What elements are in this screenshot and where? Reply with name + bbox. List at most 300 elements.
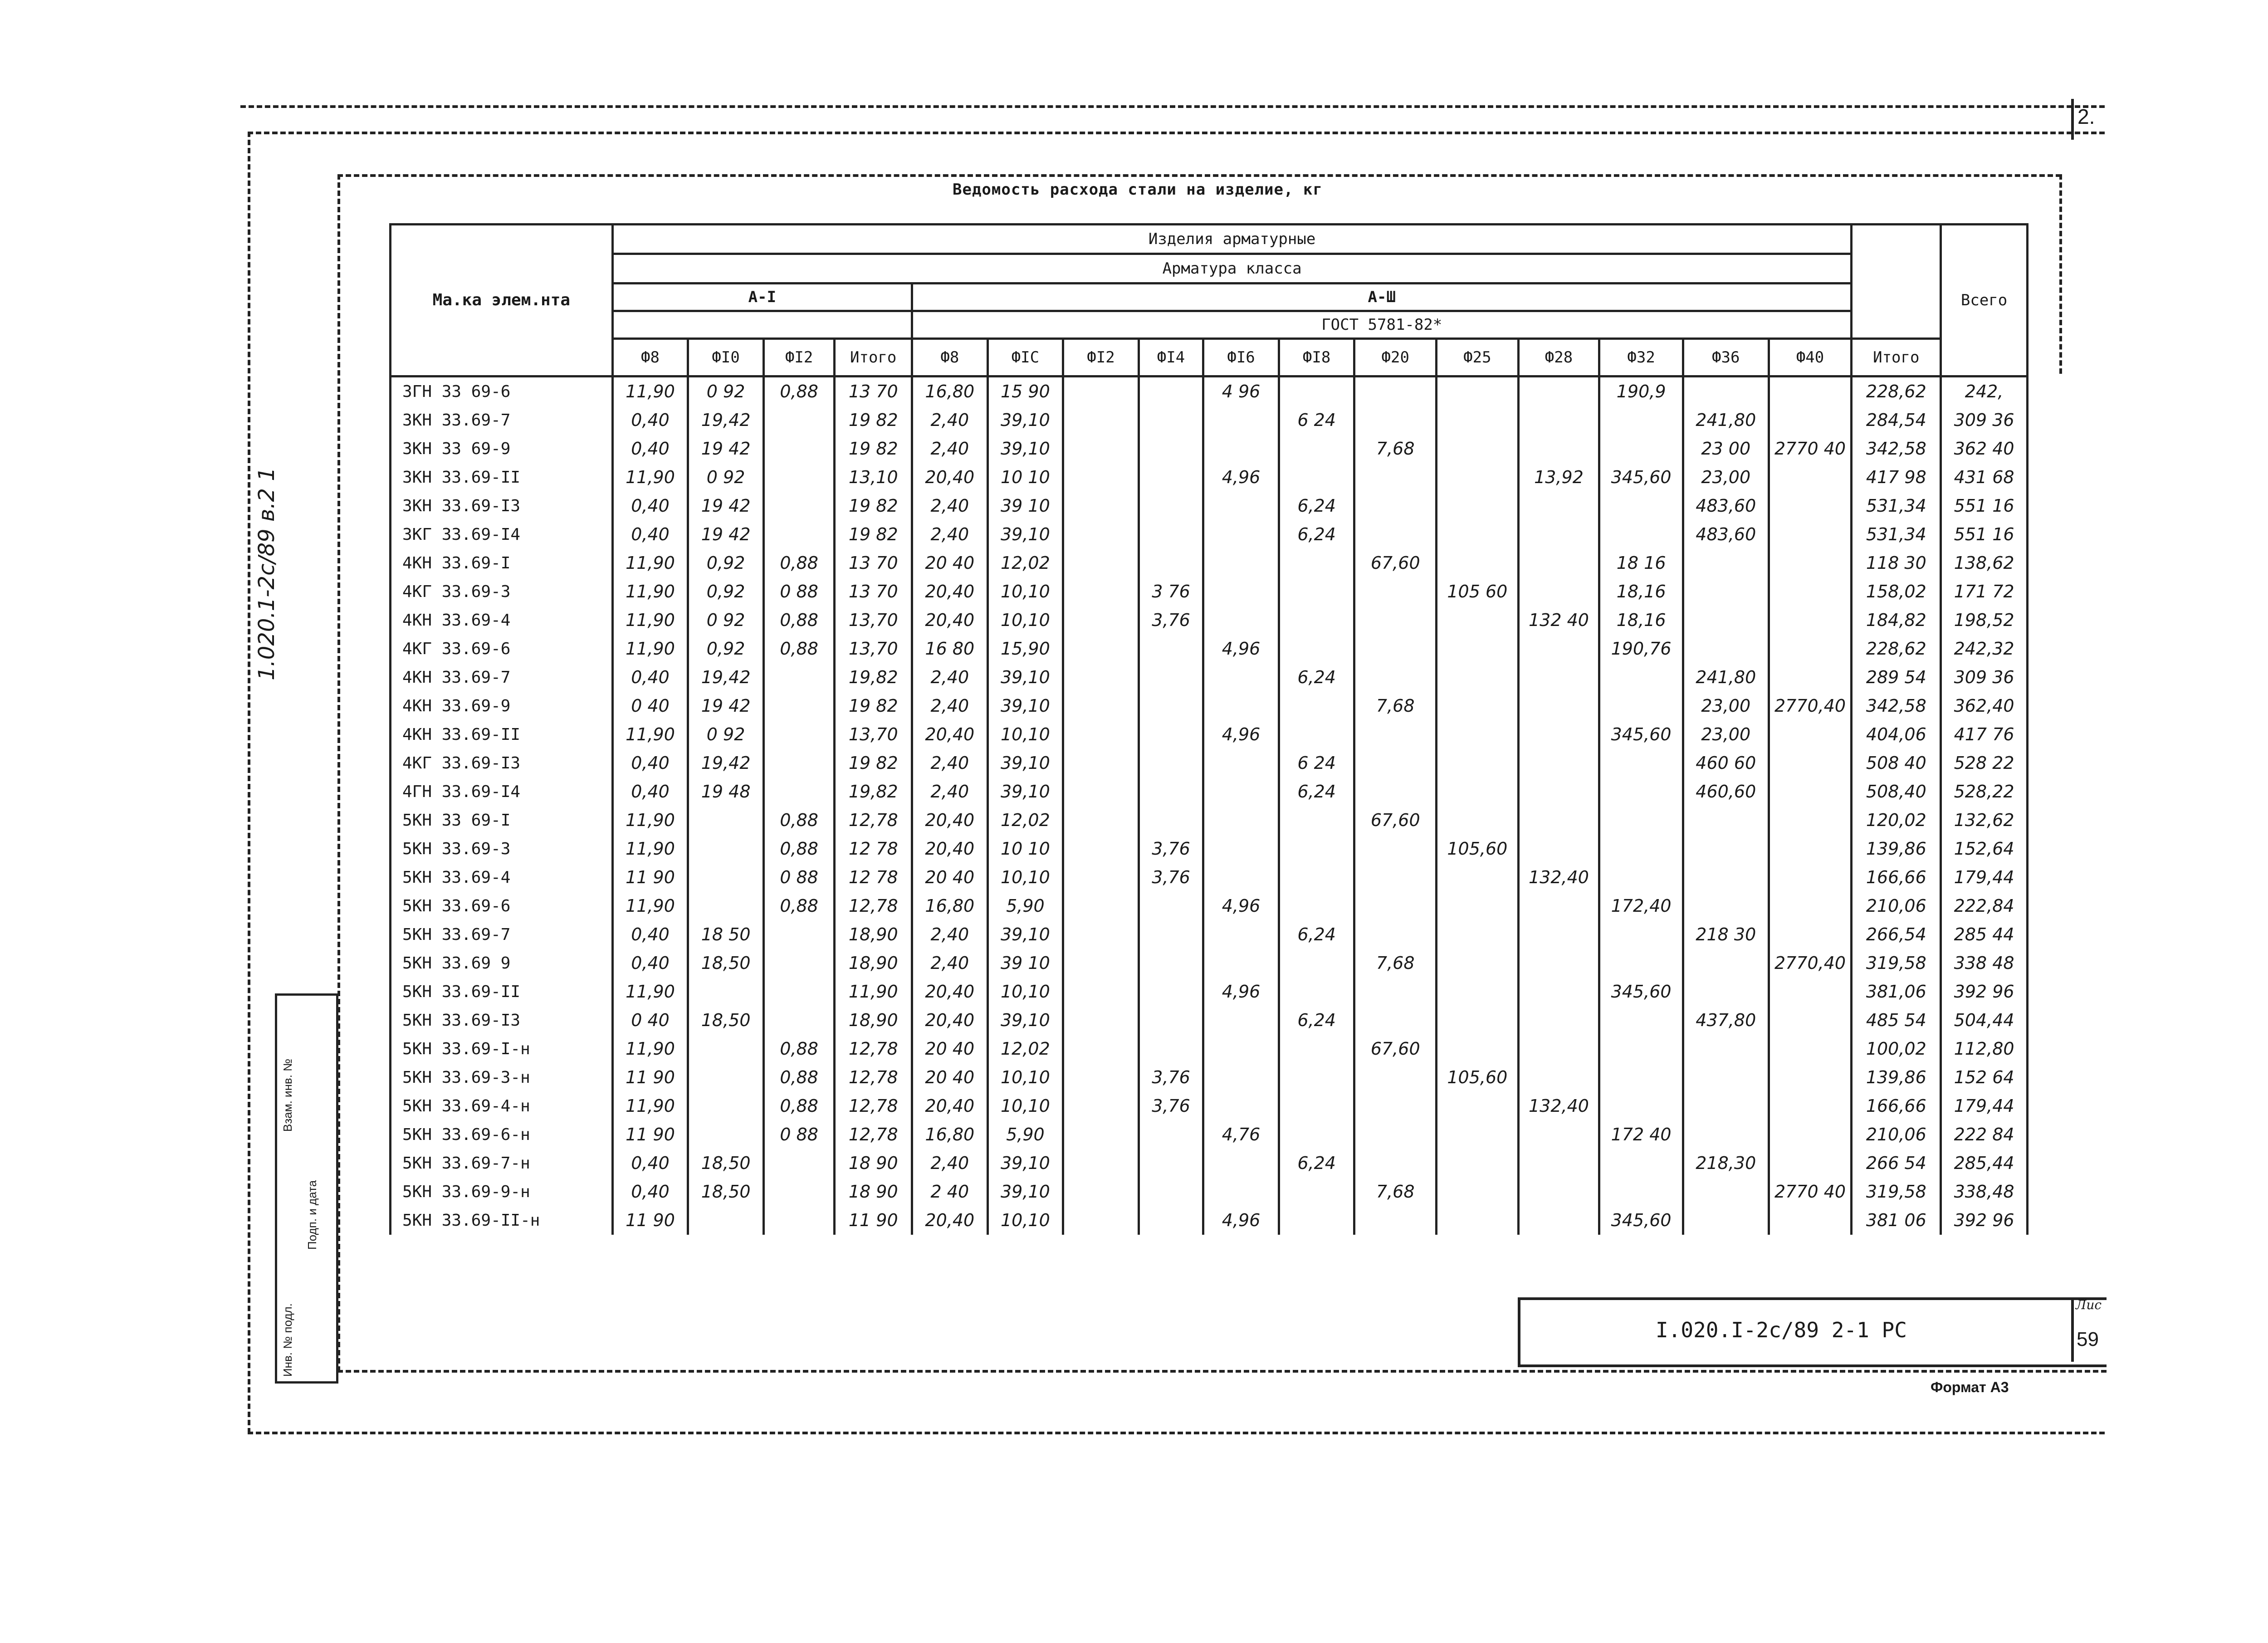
row-value-cell bbox=[1518, 892, 1599, 920]
table-row bbox=[391, 492, 2028, 520]
row-value-cell bbox=[1354, 1149, 1437, 1178]
row-value-cell: 4,96 bbox=[1203, 720, 1279, 749]
row-value-cell: 0,40 bbox=[612, 749, 688, 777]
row-value-cell: 132,40 bbox=[1518, 1092, 1599, 1120]
row-value-cell: 18,90 bbox=[835, 920, 912, 949]
row-value-cell bbox=[1599, 835, 1683, 863]
row-value-cell bbox=[1279, 1035, 1354, 1063]
row-value-cell: 39,10 bbox=[987, 692, 1063, 720]
row-value-cell: 16,80 bbox=[912, 892, 988, 920]
row-value-cell bbox=[1769, 777, 1852, 806]
row-value-cell: 39,10 bbox=[987, 1178, 1063, 1206]
row-value-cell: 20,40 bbox=[912, 1006, 988, 1035]
row-value-cell: 6,24 bbox=[1279, 920, 1354, 949]
row-value-cell: 2,40 bbox=[912, 520, 988, 549]
row-value-cell bbox=[1599, 777, 1683, 806]
row-value-cell: 2,40 bbox=[912, 692, 988, 720]
row-value-cell bbox=[1203, 577, 1279, 606]
header-a3-d14: ФI4 bbox=[1139, 339, 1203, 377]
row-value-cell bbox=[1203, 520, 1279, 549]
row-value-cell bbox=[1203, 1035, 1279, 1063]
row-value-cell bbox=[1063, 406, 1139, 435]
row-value-cell bbox=[1279, 377, 1354, 406]
table-row bbox=[391, 663, 2028, 692]
row-value-cell: 5,90 bbox=[987, 1120, 1063, 1149]
table-row bbox=[391, 692, 2028, 720]
row-value-cell bbox=[763, 777, 835, 806]
row-value-cell: 20 40 bbox=[912, 863, 988, 892]
row-value-cell: 10,10 bbox=[987, 1063, 1063, 1092]
row-value-cell: 6,24 bbox=[1279, 777, 1354, 806]
row-element-name: 5КН 33.69-6 bbox=[391, 892, 613, 920]
row-value-cell bbox=[1437, 377, 1519, 406]
row-value-cell bbox=[1769, 1120, 1852, 1149]
row-value-cell: 166,66 bbox=[1852, 1092, 1941, 1120]
row-value-cell: 11,90 bbox=[612, 1035, 688, 1063]
row-value-cell: 19 42 bbox=[688, 435, 764, 463]
row-value-cell: 11 90 bbox=[835, 1206, 912, 1235]
row-value-cell bbox=[1769, 406, 1852, 435]
row-value-cell bbox=[1063, 520, 1139, 549]
row-element-name: 5КН 33.69-7-н bbox=[391, 1149, 613, 1178]
row-value-cell: 345,60 bbox=[1599, 463, 1683, 492]
row-value-cell bbox=[1518, 1206, 1599, 1235]
row-value-cell: 6 24 bbox=[1279, 406, 1354, 435]
row-value-cell: 7,68 bbox=[1354, 1178, 1437, 1206]
row-value-cell: 13,70 bbox=[835, 606, 912, 635]
row-value-cell: 132,62 bbox=[1941, 806, 2028, 835]
row-value-cell bbox=[1063, 978, 1139, 1006]
row-value-cell bbox=[1063, 863, 1139, 892]
row-value-cell: 417 76 bbox=[1941, 720, 2028, 749]
header-a1-d8: Ф8 bbox=[612, 339, 688, 377]
row-value-cell bbox=[1354, 1206, 1437, 1235]
header-a3-d28: Ф28 bbox=[1518, 339, 1599, 377]
row-value-cell bbox=[1279, 435, 1354, 463]
row-value-cell bbox=[1279, 835, 1354, 863]
row-value-cell bbox=[1203, 692, 1279, 720]
row-value-cell bbox=[1518, 920, 1599, 949]
row-value-cell bbox=[1437, 806, 1519, 835]
row-value-cell bbox=[1599, 949, 1683, 978]
row-value-cell bbox=[763, 949, 835, 978]
header-a3-d36: Ф36 bbox=[1683, 339, 1769, 377]
row-value-cell bbox=[1139, 520, 1203, 549]
row-value-cell bbox=[1769, 920, 1852, 949]
row-value-cell bbox=[1354, 520, 1437, 549]
row-value-cell bbox=[1139, 663, 1203, 692]
row-value-cell: 0,40 bbox=[612, 520, 688, 549]
row-value-cell bbox=[1769, 577, 1852, 606]
row-value-cell: 285,44 bbox=[1941, 1149, 2028, 1178]
row-value-cell: 19,82 bbox=[835, 777, 912, 806]
row-value-cell: 12,78 bbox=[835, 1035, 912, 1063]
row-value-cell: 362,40 bbox=[1941, 692, 2028, 720]
table-row bbox=[391, 1035, 2028, 1063]
row-value-cell: 0,88 bbox=[763, 892, 835, 920]
row-value-cell: 39,10 bbox=[987, 920, 1063, 949]
row-value-cell bbox=[1769, 1149, 1852, 1178]
row-value-cell bbox=[1437, 692, 1519, 720]
row-value-cell bbox=[1203, 806, 1279, 835]
row-value-cell: 39,10 bbox=[987, 777, 1063, 806]
format-label: Формат А3 bbox=[1931, 1379, 2009, 1395]
row-value-cell bbox=[1203, 863, 1279, 892]
row-value-cell bbox=[1769, 377, 1852, 406]
table-row bbox=[391, 406, 2028, 435]
row-value-cell: 13,70 bbox=[835, 635, 912, 663]
row-value-cell bbox=[1203, 949, 1279, 978]
row-value-cell bbox=[1599, 663, 1683, 692]
row-value-cell: 222 84 bbox=[1941, 1120, 2028, 1149]
row-value-cell: 11,90 bbox=[612, 835, 688, 863]
row-value-cell: 2770 40 bbox=[1769, 435, 1852, 463]
row-value-cell: 0,88 bbox=[763, 1035, 835, 1063]
table-row bbox=[391, 806, 2028, 835]
row-element-name: 5КН 33.69-6-н bbox=[391, 1120, 613, 1149]
row-value-cell bbox=[1139, 1120, 1203, 1149]
row-value-cell: 20,40 bbox=[912, 806, 988, 835]
row-value-cell: 508 40 bbox=[1852, 749, 1941, 777]
row-value-cell: 362 40 bbox=[1941, 435, 2028, 463]
header-group-top: Изделия арматурные bbox=[612, 225, 1852, 254]
row-value-cell bbox=[1683, 863, 1769, 892]
row-value-cell bbox=[1139, 463, 1203, 492]
row-value-cell bbox=[1203, 1063, 1279, 1092]
row-element-name: 3КН 33.69-II bbox=[391, 463, 613, 492]
row-value-cell bbox=[1063, 606, 1139, 635]
row-value-cell: 266 54 bbox=[1852, 1149, 1941, 1178]
row-value-cell: 132,40 bbox=[1518, 863, 1599, 892]
row-value-cell bbox=[1769, 492, 1852, 520]
row-element-name: 5КН 33.69-3 bbox=[391, 835, 613, 863]
row-value-cell: 345,60 bbox=[1599, 978, 1683, 1006]
row-value-cell: 6,24 bbox=[1279, 1149, 1354, 1178]
row-value-cell: 19 42 bbox=[688, 692, 764, 720]
row-value-cell: 2,40 bbox=[912, 1149, 988, 1178]
row-value-cell: 11 90 bbox=[612, 863, 688, 892]
row-value-cell bbox=[763, 720, 835, 749]
table-body bbox=[391, 377, 2028, 1235]
header-a3-d10: ФIC bbox=[987, 339, 1063, 377]
row-value-cell bbox=[1063, 1035, 1139, 1063]
row-element-name: 4КГ 33.69-I3 bbox=[391, 749, 613, 777]
row-value-cell bbox=[1354, 663, 1437, 692]
inner-frame-top bbox=[337, 174, 2061, 177]
row-value-cell bbox=[1769, 806, 1852, 835]
row-value-cell: 12,78 bbox=[835, 1120, 912, 1149]
row-value-cell bbox=[1437, 978, 1519, 1006]
row-value-cell: 2,40 bbox=[912, 749, 988, 777]
row-value-cell bbox=[1203, 663, 1279, 692]
row-value-cell: 10 10 bbox=[987, 835, 1063, 863]
row-value-cell bbox=[1518, 549, 1599, 577]
row-value-cell: 13 70 bbox=[835, 577, 912, 606]
row-element-name: 5КН 33.69 9 bbox=[391, 949, 613, 978]
row-value-cell bbox=[1437, 863, 1519, 892]
row-value-cell bbox=[1599, 492, 1683, 520]
row-value-cell bbox=[1279, 635, 1354, 663]
row-value-cell: 2,40 bbox=[912, 492, 988, 520]
row-value-cell: 23,00 bbox=[1683, 463, 1769, 492]
row-value-cell bbox=[1279, 606, 1354, 635]
row-value-cell bbox=[1063, 435, 1139, 463]
row-value-cell: 0,40 bbox=[612, 492, 688, 520]
row-value-cell: 20,40 bbox=[912, 1092, 988, 1120]
row-value-cell bbox=[1599, 1006, 1683, 1035]
row-value-cell: 4,76 bbox=[1203, 1120, 1279, 1149]
row-value-cell: 2,40 bbox=[912, 949, 988, 978]
row-value-cell bbox=[1769, 606, 1852, 635]
row-value-cell bbox=[1437, 435, 1519, 463]
row-value-cell bbox=[1203, 749, 1279, 777]
row-value-cell: 16 80 bbox=[912, 635, 988, 663]
row-value-cell bbox=[1437, 749, 1519, 777]
row-value-cell: 309 36 bbox=[1941, 663, 2028, 692]
row-value-cell bbox=[1683, 1120, 1769, 1149]
row-value-cell: 39,10 bbox=[987, 520, 1063, 549]
row-value-cell bbox=[1063, 1120, 1139, 1149]
row-value-cell: 19 82 bbox=[835, 692, 912, 720]
row-value-cell bbox=[1518, 1178, 1599, 1206]
side-stamp bbox=[275, 993, 338, 1384]
row-value-cell bbox=[1683, 1178, 1769, 1206]
row-value-cell bbox=[1203, 492, 1279, 520]
row-value-cell bbox=[1139, 492, 1203, 520]
row-value-cell: 242, bbox=[1941, 377, 2028, 406]
row-value-cell bbox=[688, 978, 764, 1006]
row-value-cell bbox=[1683, 577, 1769, 606]
row-value-cell bbox=[1518, 1035, 1599, 1063]
frame-left-line bbox=[248, 132, 250, 1433]
row-value-cell: 0,92 bbox=[688, 635, 764, 663]
table-row bbox=[391, 863, 2028, 892]
row-value-cell bbox=[763, 692, 835, 720]
sheet-label: Лис bbox=[2076, 1297, 2102, 1312]
row-value-cell: 2 40 bbox=[912, 1178, 988, 1206]
row-value-cell bbox=[1599, 749, 1683, 777]
row-value-cell bbox=[1683, 549, 1769, 577]
row-value-cell bbox=[1683, 1063, 1769, 1092]
row-value-cell: 11,90 bbox=[612, 1092, 688, 1120]
row-value-cell: 13,92 bbox=[1518, 463, 1599, 492]
table-row bbox=[391, 978, 2028, 1006]
header-class-a1: А-I bbox=[612, 284, 912, 311]
row-value-cell: 19,42 bbox=[688, 749, 764, 777]
row-value-cell: 19,42 bbox=[688, 406, 764, 435]
table-row bbox=[391, 777, 2028, 806]
row-value-cell: 12,78 bbox=[835, 806, 912, 835]
sheet-number: 59 bbox=[2077, 1328, 2099, 1350]
row-value-cell: 0,88 bbox=[763, 1063, 835, 1092]
row-value-cell: 12 78 bbox=[835, 863, 912, 892]
row-value-cell: 241,80 bbox=[1683, 663, 1769, 692]
row-value-cell: 0,40 bbox=[612, 949, 688, 978]
row-value-cell: 0 88 bbox=[763, 577, 835, 606]
row-value-cell: 18,50 bbox=[688, 1149, 764, 1178]
row-value-cell: 11,90 bbox=[612, 549, 688, 577]
row-value-cell: 16,80 bbox=[912, 377, 988, 406]
row-value-cell bbox=[1139, 1006, 1203, 1035]
row-value-cell bbox=[1354, 377, 1437, 406]
row-value-cell: 12,02 bbox=[987, 1035, 1063, 1063]
row-value-cell bbox=[1279, 720, 1354, 749]
row-value-cell bbox=[1437, 492, 1519, 520]
row-value-cell: 11 90 bbox=[612, 1063, 688, 1092]
row-element-name: 5КН 33.69-II-н bbox=[391, 1206, 613, 1235]
row-value-cell bbox=[1518, 978, 1599, 1006]
row-value-cell: 2770,40 bbox=[1769, 692, 1852, 720]
row-value-cell: 120,02 bbox=[1852, 806, 1941, 835]
row-value-cell: 18,16 bbox=[1599, 606, 1683, 635]
table-row bbox=[391, 435, 2028, 463]
row-value-cell bbox=[688, 1206, 764, 1235]
row-value-cell: 381 06 bbox=[1852, 1206, 1941, 1235]
row-value-cell: 531,34 bbox=[1852, 492, 1941, 520]
row-value-cell: 11,90 bbox=[612, 720, 688, 749]
row-value-cell: 11,90 bbox=[612, 577, 688, 606]
row-value-cell bbox=[1769, 1035, 1852, 1063]
row-value-cell bbox=[1279, 1206, 1354, 1235]
row-value-cell: 345,60 bbox=[1599, 1206, 1683, 1235]
row-value-cell: 319,58 bbox=[1852, 1178, 1941, 1206]
row-value-cell bbox=[1354, 1092, 1437, 1120]
title-block-code: I.020.I-2с/89 2-1 РС bbox=[1656, 1318, 1907, 1342]
row-value-cell bbox=[1518, 720, 1599, 749]
header-a3-d20: Ф20 bbox=[1354, 339, 1437, 377]
row-element-name: 3КН 33.69-I3 bbox=[391, 492, 613, 520]
row-value-cell bbox=[1683, 892, 1769, 920]
row-value-cell bbox=[1437, 777, 1519, 806]
table-row bbox=[391, 463, 2028, 492]
row-value-cell bbox=[1139, 435, 1203, 463]
row-value-cell bbox=[1063, 663, 1139, 692]
row-value-cell: 19,42 bbox=[688, 663, 764, 692]
row-value-cell: 152 64 bbox=[1941, 1063, 2028, 1092]
row-value-cell: 241,80 bbox=[1683, 406, 1769, 435]
row-value-cell: 19 82 bbox=[835, 492, 912, 520]
row-value-cell: 10,10 bbox=[987, 978, 1063, 1006]
row-value-cell bbox=[763, 406, 835, 435]
side-stamp-label-2: Подп. и дата bbox=[305, 1180, 319, 1250]
row-value-cell: 284,54 bbox=[1852, 406, 1941, 435]
row-value-cell: 18,90 bbox=[835, 949, 912, 978]
header-a3-d32: Ф32 bbox=[1599, 339, 1683, 377]
row-value-cell bbox=[763, 1149, 835, 1178]
row-value-cell bbox=[1279, 1092, 1354, 1120]
row-value-cell: 20,40 bbox=[912, 835, 988, 863]
row-value-cell bbox=[763, 978, 835, 1006]
row-value-cell bbox=[763, 520, 835, 549]
table-row bbox=[391, 835, 2028, 863]
row-value-cell bbox=[1139, 777, 1203, 806]
row-element-name: 3КН 33 69-9 bbox=[391, 435, 613, 463]
row-value-cell: 171 72 bbox=[1941, 577, 2028, 606]
row-value-cell bbox=[1437, 406, 1519, 435]
row-value-cell: 19 42 bbox=[688, 520, 764, 549]
row-value-cell bbox=[1769, 892, 1852, 920]
row-value-cell: 100,02 bbox=[1852, 1035, 1941, 1063]
row-value-cell bbox=[1063, 692, 1139, 720]
table-row bbox=[391, 549, 2028, 577]
row-element-name: 5КН 33.69-9-н bbox=[391, 1178, 613, 1206]
row-value-cell: 158,02 bbox=[1852, 577, 1941, 606]
table-row bbox=[391, 949, 2028, 978]
row-value-cell bbox=[1437, 720, 1519, 749]
row-value-cell bbox=[1518, 577, 1599, 606]
row-value-cell: 13 70 bbox=[835, 549, 912, 577]
row-value-cell: 485 54 bbox=[1852, 1006, 1941, 1035]
side-stamp-label-3: Взам. инв. № bbox=[281, 1058, 294, 1132]
row-value-cell bbox=[1063, 835, 1139, 863]
row-value-cell bbox=[688, 1035, 764, 1063]
row-element-name: 4КН 33.69-II bbox=[391, 720, 613, 749]
row-value-cell: 3,76 bbox=[1139, 1063, 1203, 1092]
row-value-cell bbox=[1203, 549, 1279, 577]
row-value-cell: 210,06 bbox=[1852, 1120, 1941, 1149]
row-value-cell: 431 68 bbox=[1941, 463, 2028, 492]
row-value-cell: 11,90 bbox=[612, 978, 688, 1006]
side-stamp-label-1: Инв. № подл. bbox=[281, 1303, 294, 1377]
row-value-cell: 190,76 bbox=[1599, 635, 1683, 663]
row-value-cell: 198,52 bbox=[1941, 606, 2028, 635]
row-value-cell: 39 10 bbox=[987, 949, 1063, 978]
row-value-cell: 483,60 bbox=[1683, 520, 1769, 549]
table-title: Ведомость расхода стали на изделие, кг bbox=[953, 181, 1323, 199]
row-value-cell bbox=[1599, 692, 1683, 720]
row-value-cell bbox=[1354, 1006, 1437, 1035]
row-value-cell bbox=[688, 835, 764, 863]
top-border-line bbox=[240, 105, 2105, 108]
header-a3-d8: Ф8 bbox=[912, 339, 988, 377]
row-value-cell bbox=[688, 892, 764, 920]
row-value-cell: 10 10 bbox=[987, 463, 1063, 492]
row-value-cell bbox=[1354, 635, 1437, 663]
row-value-cell bbox=[1437, 520, 1519, 549]
row-value-cell bbox=[1063, 1092, 1139, 1120]
row-value-cell bbox=[1203, 1006, 1279, 1035]
row-value-cell: 417 98 bbox=[1852, 463, 1941, 492]
row-value-cell: 3 76 bbox=[1139, 577, 1203, 606]
row-value-cell bbox=[1683, 1092, 1769, 1120]
row-value-cell: 3,76 bbox=[1139, 835, 1203, 863]
header-a1-d12: ФI2 bbox=[763, 339, 835, 377]
row-value-cell bbox=[1437, 920, 1519, 949]
row-element-name: 3ГН 33 69-6 bbox=[391, 377, 613, 406]
header-class-group: Арматура класса bbox=[612, 254, 1852, 284]
row-value-cell: 105,60 bbox=[1437, 835, 1519, 863]
row-value-cell bbox=[1769, 863, 1852, 892]
row-value-cell: 11,90 bbox=[612, 892, 688, 920]
row-value-cell bbox=[1203, 435, 1279, 463]
header-a3-d12: ФI2 bbox=[1063, 339, 1139, 377]
row-value-cell: 0,40 bbox=[612, 1149, 688, 1178]
row-value-cell bbox=[1354, 749, 1437, 777]
header-a1-empty bbox=[612, 311, 912, 339]
row-value-cell: 18 16 bbox=[1599, 549, 1683, 577]
sheet-corner-number: 2. bbox=[2077, 105, 2095, 128]
row-value-cell: 23,00 bbox=[1683, 692, 1769, 720]
row-value-cell bbox=[1599, 920, 1683, 949]
row-value-cell bbox=[1063, 1206, 1139, 1235]
row-value-cell bbox=[1279, 692, 1354, 720]
row-value-cell bbox=[1769, 549, 1852, 577]
row-value-cell bbox=[1683, 949, 1769, 978]
row-value-cell bbox=[1437, 1120, 1519, 1149]
row-value-cell: 483,60 bbox=[1683, 492, 1769, 520]
row-value-cell: 0 92 bbox=[688, 720, 764, 749]
row-value-cell: 0 92 bbox=[688, 377, 764, 406]
